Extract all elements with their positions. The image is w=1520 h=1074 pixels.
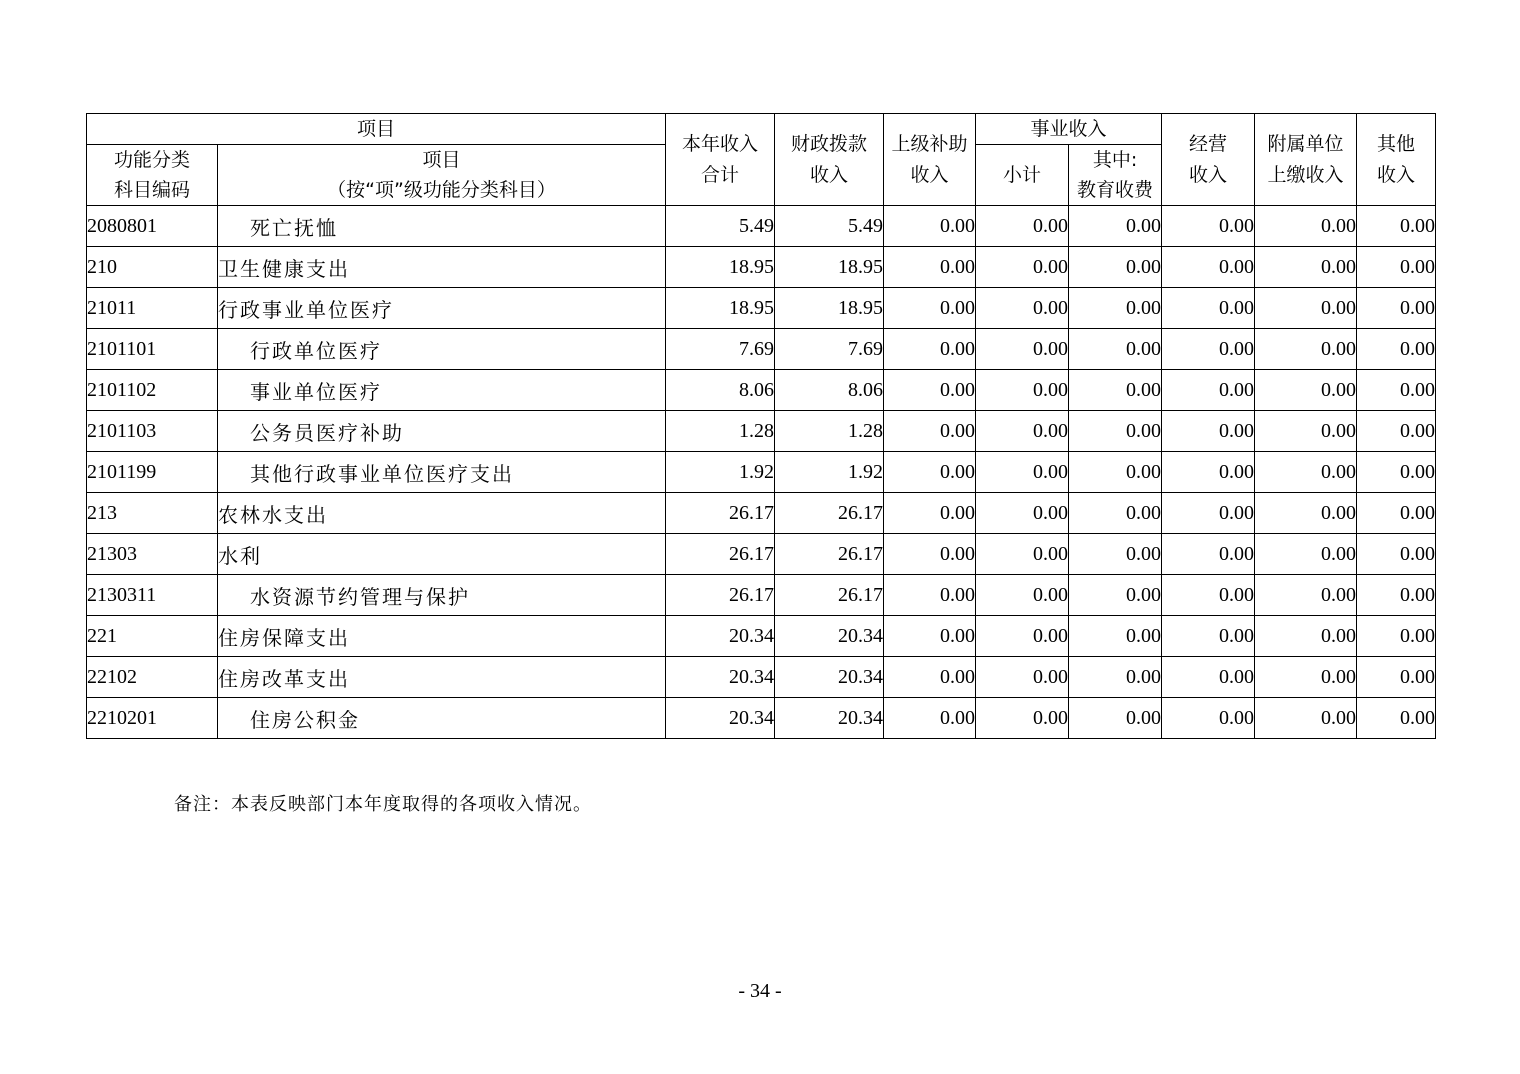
cell-fiscal: 1.92 xyxy=(775,452,884,493)
cell-other: 0.00 xyxy=(1357,370,1436,411)
cell-other: 0.00 xyxy=(1357,698,1436,739)
cell-name: 农林水支出 xyxy=(218,493,666,534)
cell-superior: 0.00 xyxy=(884,206,976,247)
cell-fiscal: 5.49 xyxy=(775,206,884,247)
table-row xyxy=(87,493,1436,534)
cell-code: 221 xyxy=(87,616,218,657)
cell-subtotal: 0.00 xyxy=(976,288,1069,329)
header-project: 项目 xyxy=(87,114,666,145)
cell-operate: 0.00 xyxy=(1162,288,1255,329)
cell-operate: 0.00 xyxy=(1162,247,1255,288)
cell-name: 死亡抚恤 xyxy=(218,206,666,247)
cell-fiscal: 8.06 xyxy=(775,370,884,411)
header-fiscal: 财政拨款 收入 xyxy=(775,114,884,206)
cell-superior: 0.00 xyxy=(884,370,976,411)
cell-affiliate: 0.00 xyxy=(1255,575,1357,616)
cell-total: 26.17 xyxy=(666,575,775,616)
header-name: 项目 （按“项”级功能分类科目） xyxy=(218,145,666,206)
cell-subtotal: 0.00 xyxy=(976,657,1069,698)
cell-superior: 0.00 xyxy=(884,616,976,657)
cell-code: 2101199 xyxy=(87,452,218,493)
cell-edu: 0.00 xyxy=(1069,411,1162,452)
cell-subtotal: 0.00 xyxy=(976,575,1069,616)
cell-operate: 0.00 xyxy=(1162,493,1255,534)
header-superior: 上级补助 收入 xyxy=(884,114,976,206)
cell-total: 18.95 xyxy=(666,247,775,288)
cell-code: 2101102 xyxy=(87,370,218,411)
cell-name: 行政事业单位医疗 xyxy=(218,288,666,329)
cell-total: 8.06 xyxy=(666,370,775,411)
cell-edu: 0.00 xyxy=(1069,206,1162,247)
cell-superior: 0.00 xyxy=(884,288,976,329)
cell-name: 住房保障支出 xyxy=(218,616,666,657)
cell-edu: 0.00 xyxy=(1069,575,1162,616)
cell-affiliate: 0.00 xyxy=(1255,288,1357,329)
cell-code: 2101101 xyxy=(87,329,218,370)
table-row xyxy=(87,329,1436,370)
cell-affiliate: 0.00 xyxy=(1255,370,1357,411)
cell-operate: 0.00 xyxy=(1162,206,1255,247)
cell-total: 18.95 xyxy=(666,288,775,329)
cell-total: 20.34 xyxy=(666,698,775,739)
cell-edu: 0.00 xyxy=(1069,657,1162,698)
cell-edu: 0.00 xyxy=(1069,329,1162,370)
cell-edu: 0.00 xyxy=(1069,370,1162,411)
cell-other: 0.00 xyxy=(1357,657,1436,698)
cell-operate: 0.00 xyxy=(1162,411,1255,452)
table-body xyxy=(87,206,1436,739)
table-row xyxy=(87,288,1436,329)
cell-code: 22102 xyxy=(87,657,218,698)
cell-code: 2210201 xyxy=(87,698,218,739)
cell-fiscal: 20.34 xyxy=(775,698,884,739)
cell-subtotal: 0.00 xyxy=(976,698,1069,739)
cell-edu: 0.00 xyxy=(1069,698,1162,739)
cell-other: 0.00 xyxy=(1357,616,1436,657)
header-code: 功能分类 科目编码 xyxy=(87,145,218,206)
cell-affiliate: 0.00 xyxy=(1255,247,1357,288)
cell-operate: 0.00 xyxy=(1162,452,1255,493)
header-subtotal: 小计 xyxy=(976,145,1069,206)
cell-operate: 0.00 xyxy=(1162,575,1255,616)
cell-code: 2080801 xyxy=(87,206,218,247)
cell-subtotal: 0.00 xyxy=(976,616,1069,657)
cell-operate: 0.00 xyxy=(1162,616,1255,657)
cell-affiliate: 0.00 xyxy=(1255,657,1357,698)
table-note: 备注：本表反映部门本年度取得的各项收入情况。 xyxy=(174,794,592,815)
cell-fiscal: 1.28 xyxy=(775,411,884,452)
cell-name: 水利 xyxy=(218,534,666,575)
cell-total: 20.34 xyxy=(666,616,775,657)
cell-other: 0.00 xyxy=(1357,206,1436,247)
cell-name: 公务员医疗补助 xyxy=(218,411,666,452)
cell-affiliate: 0.00 xyxy=(1255,534,1357,575)
cell-subtotal: 0.00 xyxy=(976,534,1069,575)
cell-affiliate: 0.00 xyxy=(1255,493,1357,534)
cell-superior: 0.00 xyxy=(884,575,976,616)
header-affiliate: 附属单位 上缴收入 xyxy=(1255,114,1357,206)
cell-superior: 0.00 xyxy=(884,247,976,288)
cell-affiliate: 0.00 xyxy=(1255,206,1357,247)
cell-superior: 0.00 xyxy=(884,657,976,698)
cell-edu: 0.00 xyxy=(1069,247,1162,288)
cell-total: 7.69 xyxy=(666,329,775,370)
cell-subtotal: 0.00 xyxy=(976,329,1069,370)
table-row xyxy=(87,411,1436,452)
cell-superior: 0.00 xyxy=(884,534,976,575)
cell-name: 其他行政事业单位医疗支出 xyxy=(218,452,666,493)
cell-fiscal: 20.34 xyxy=(775,616,884,657)
table-header xyxy=(87,114,1436,206)
cell-operate: 0.00 xyxy=(1162,534,1255,575)
cell-fiscal: 7.69 xyxy=(775,329,884,370)
cell-code: 2101103 xyxy=(87,411,218,452)
cell-code: 2130311 xyxy=(87,575,218,616)
cell-name: 住房公积金 xyxy=(218,698,666,739)
cell-total: 1.28 xyxy=(666,411,775,452)
cell-subtotal: 0.00 xyxy=(976,370,1069,411)
cell-superior: 0.00 xyxy=(884,493,976,534)
cell-other: 0.00 xyxy=(1357,329,1436,370)
table-row xyxy=(87,370,1436,411)
header-total: 本年收入 合计 xyxy=(666,114,775,206)
cell-superior: 0.00 xyxy=(884,698,976,739)
table-row xyxy=(87,247,1436,288)
cell-subtotal: 0.00 xyxy=(976,493,1069,534)
cell-operate: 0.00 xyxy=(1162,329,1255,370)
cell-superior: 0.00 xyxy=(884,452,976,493)
cell-operate: 0.00 xyxy=(1162,657,1255,698)
header-edu: 其中: 教育收费 xyxy=(1069,145,1162,206)
cell-name: 住房改革支出 xyxy=(218,657,666,698)
cell-code: 210 xyxy=(87,247,218,288)
page-number: - 34 - xyxy=(738,980,782,1002)
cell-edu: 0.00 xyxy=(1069,493,1162,534)
cell-affiliate: 0.00 xyxy=(1255,411,1357,452)
table-row xyxy=(87,206,1436,247)
table-row xyxy=(87,575,1436,616)
header-career: 事业收入 xyxy=(976,114,1162,145)
cell-fiscal: 20.34 xyxy=(775,657,884,698)
cell-affiliate: 0.00 xyxy=(1255,698,1357,739)
cell-other: 0.00 xyxy=(1357,288,1436,329)
cell-name: 卫生健康支出 xyxy=(218,247,666,288)
cell-name: 行政单位医疗 xyxy=(218,329,666,370)
cell-other: 0.00 xyxy=(1357,411,1436,452)
table-row xyxy=(87,534,1436,575)
cell-edu: 0.00 xyxy=(1069,534,1162,575)
cell-subtotal: 0.00 xyxy=(976,206,1069,247)
cell-affiliate: 0.00 xyxy=(1255,452,1357,493)
cell-operate: 0.00 xyxy=(1162,370,1255,411)
table-row xyxy=(87,452,1436,493)
cell-other: 0.00 xyxy=(1357,452,1436,493)
table-row xyxy=(87,657,1436,698)
cell-other: 0.00 xyxy=(1357,534,1436,575)
cell-total: 26.17 xyxy=(666,493,775,534)
cell-subtotal: 0.00 xyxy=(976,247,1069,288)
cell-other: 0.00 xyxy=(1357,575,1436,616)
cell-other: 0.00 xyxy=(1357,493,1436,534)
cell-affiliate: 0.00 xyxy=(1255,329,1357,370)
cell-edu: 0.00 xyxy=(1069,288,1162,329)
cell-code: 21011 xyxy=(87,288,218,329)
cell-fiscal: 26.17 xyxy=(775,575,884,616)
header-operate: 经营 收入 xyxy=(1162,114,1255,206)
cell-other: 0.00 xyxy=(1357,247,1436,288)
cell-fiscal: 18.95 xyxy=(775,247,884,288)
table-row xyxy=(87,616,1436,657)
cell-affiliate: 0.00 xyxy=(1255,616,1357,657)
cell-subtotal: 0.00 xyxy=(976,411,1069,452)
cell-total: 5.49 xyxy=(666,206,775,247)
cell-superior: 0.00 xyxy=(884,411,976,452)
header-other: 其他 收入 xyxy=(1357,114,1436,206)
cell-total: 20.34 xyxy=(666,657,775,698)
cell-edu: 0.00 xyxy=(1069,616,1162,657)
income-table xyxy=(86,113,1436,739)
cell-total: 26.17 xyxy=(666,534,775,575)
cell-fiscal: 18.95 xyxy=(775,288,884,329)
table-row xyxy=(87,698,1436,739)
cell-code: 21303 xyxy=(87,534,218,575)
cell-total: 1.92 xyxy=(666,452,775,493)
cell-edu: 0.00 xyxy=(1069,452,1162,493)
cell-name: 事业单位医疗 xyxy=(218,370,666,411)
cell-operate: 0.00 xyxy=(1162,698,1255,739)
cell-fiscal: 26.17 xyxy=(775,493,884,534)
cell-subtotal: 0.00 xyxy=(976,452,1069,493)
cell-name: 水资源节约管理与保护 xyxy=(218,575,666,616)
cell-code: 213 xyxy=(87,493,218,534)
cell-fiscal: 26.17 xyxy=(775,534,884,575)
cell-superior: 0.00 xyxy=(884,329,976,370)
